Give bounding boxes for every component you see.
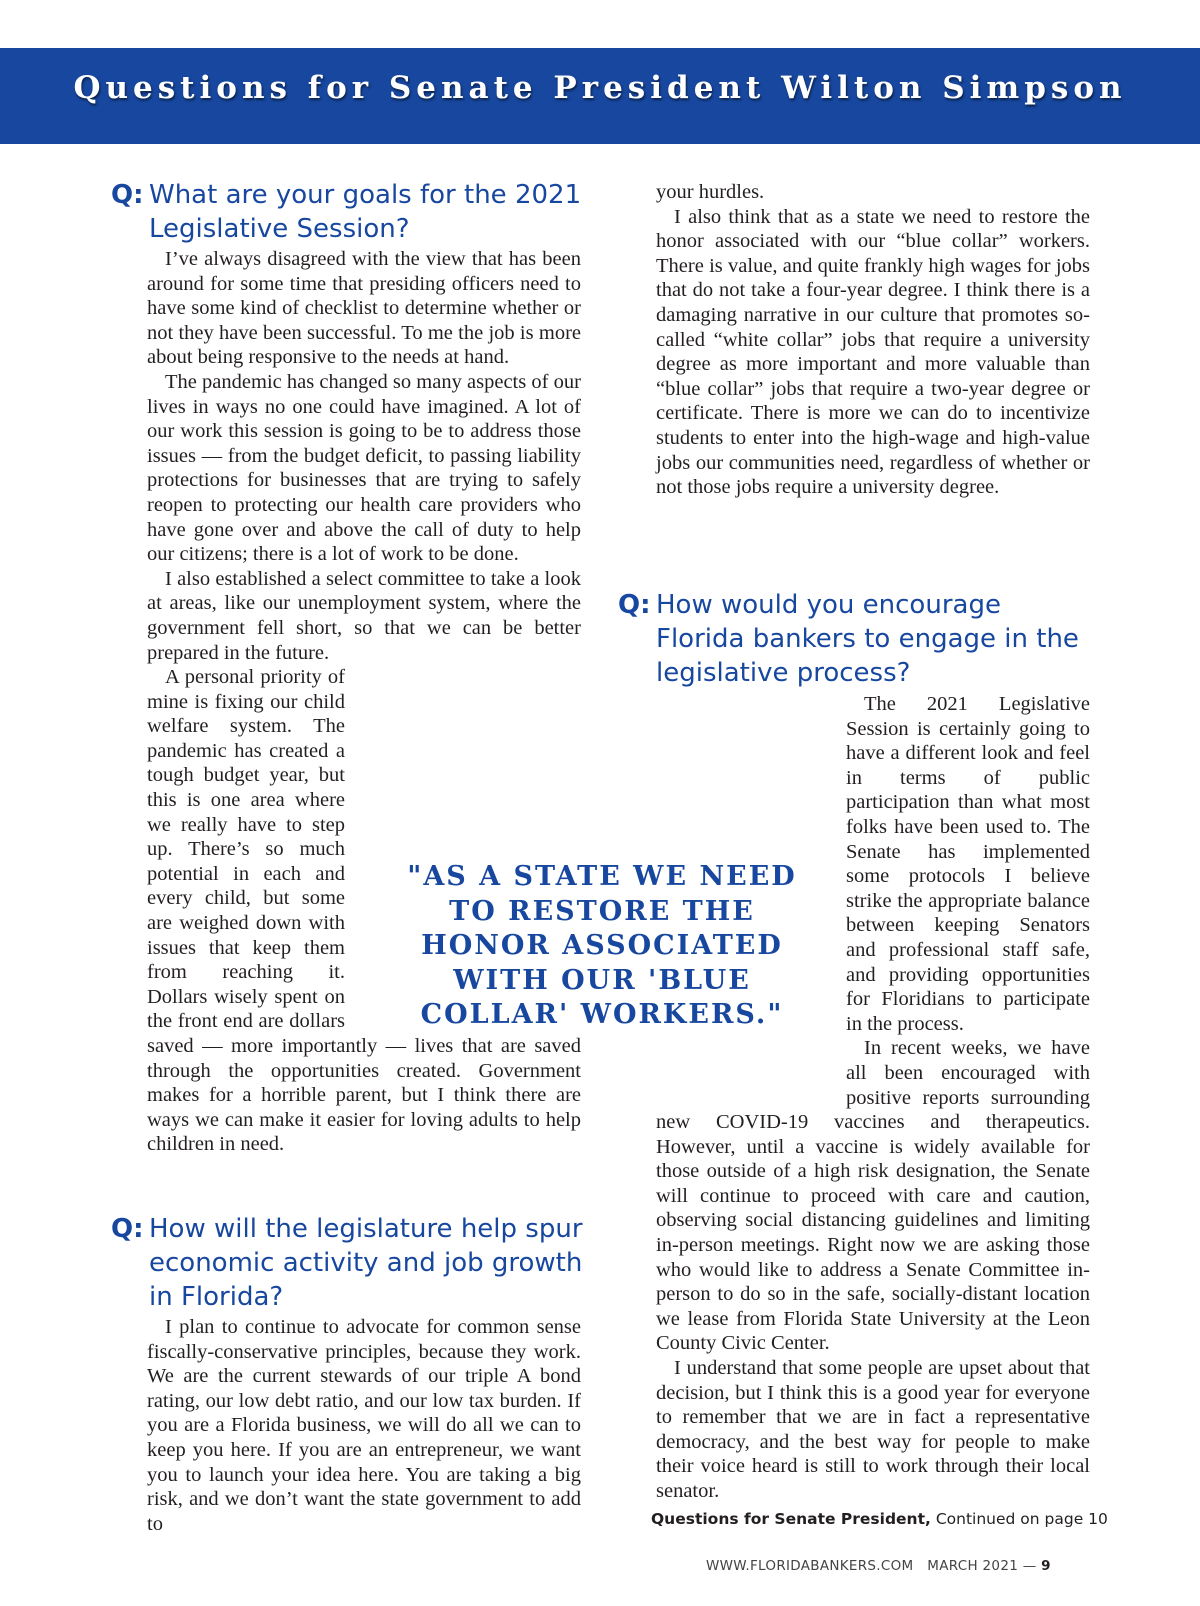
paragraph: I understand that some people are upset about that decision, but I think this is a good year for everyone to remember that we are in fact a representative democracy, and the best way for people to make their voice heard is still to work through their local senator. (656, 1357, 1090, 1502)
footer-date: MARCH 2021 — (927, 1558, 1037, 1574)
article-column-right (656, 180, 1090, 500)
question-heading (111, 1212, 589, 1314)
paragraph: I also established a select committee to take a look at areas, like our unemployment system, where the government fell short, so that we can be better prepared in the future. (147, 567, 581, 664)
question-text: How would you encourage Florida bankers to engage in the legislative process? (656, 590, 1079, 688)
pull-quote: "AS A STATE WE NEED TO RESTORE THE HONOR ASSOCIATED WITH OUR 'BLUE COLLAR' WORKERS." (407, 861, 797, 1030)
page-number: 9 (1041, 1558, 1051, 1574)
page-footer (706, 1558, 1051, 1574)
q-marker: Q: (618, 590, 651, 620)
article-column-right-bottom (656, 692, 1090, 1504)
question-heading (618, 588, 1096, 690)
footer-site: WWW.FLORIDABANKERS.COM (706, 1558, 914, 1574)
paragraph: I also think that as a state we need to restore the honor associated with our “blue collar” workers. There is value, and quite frankly high wages for jobs that do not take a four-year degree. I think there is a damaging narrative in our culture that promotes so-called “white collar” jobs that require a university degree as more important and more valuable than “blue collar” jobs that require a two-year degree or certificate. There is more we can do to incentivize students to enter into the high-wage and high-value jobs our communities need, regardless of whether or not those jobs require a university degree. (656, 205, 1090, 499)
question-text: How will the legislature help spur economic activity and job growth in Florida? (149, 1214, 583, 1312)
paragraph: The 2021 Legislative Session is certainly going to have a different look and feel in terms of public participation than what most folks have been used to. The Senate has implemented some protocols I believe strike the appropriate balance between keeping Senators and professional staff safe, and providing opportunities for Floridians to participate in the process. (846, 693, 1090, 1035)
paragraph: your hurdles. (656, 181, 765, 203)
header-banner (0, 48, 1200, 144)
paragraph: The pandemic has changed so many aspects of our lives in ways no one could have imagined. A lot of our work this session is going to be to address those issues — from the budget deficit, to passing liability protections for businesses that are trying to safely reopen to protecting our health care providers who have gone over and above the call of duty to help our citizens; there is a lot of work to be done. (147, 370, 581, 566)
page-title: Questions for Senate President Wilton Simpson (73, 70, 1127, 106)
paragraph: I plan to continue to advocate for common sense fiscally-conservative principles, because they work. We are the current stewards of our triple A bond rating, our low debt ratio, and our low tax burden. If you are a Florida business, we will do all we can to keep you here. If you are an entrepreneur, we want you to launch your idea here. You are taking a big risk, and we don’t want the state government to add to (147, 1316, 581, 1535)
paragraph: In recent weeks, we have all been encouraged with positive reports surrounding new COVID-19 vaccines and therapeutics. However, until a vaccine is widely available for those outside of a high risk designation, the Senate will continue to proceed with care and caution, observing social distancing guidelines and limiting in-person meetings. Right now we are asking those who would like to address a Senate Committee in-person to do so in the safe, socially-distant location we lease from Florida State University at the Leon County Civic Center. (656, 1037, 1090, 1355)
article-column-left-bottom (147, 1315, 581, 1536)
continued-bold: Questions for Senate President, (651, 1510, 931, 1528)
question-text: What are your goals for the 2021 Legislative Session? (149, 180, 582, 244)
q-marker: Q: (111, 180, 144, 210)
paragraph: I’ve always disagreed with the view that has been around for some time that presiding officers need to have some kind of checklist to determine whether or not they have been successful. To me the job is more about being responsive to the needs at hand. (147, 248, 581, 369)
continued-text: Continued on page 10 (935, 1510, 1108, 1528)
continued-note (651, 1510, 1108, 1528)
q-marker: Q: (111, 1214, 144, 1244)
question-heading (111, 178, 589, 246)
paragraph: A personal priority of mine is fixing our child welfare system. The pandemic has created a tough budget year, but this is one area where we really have to step up. There’s so much potential in each and every child, but some are weighed down with issues that keep them from reaching it. Dollars wisely spent on the front end are dollars saved — more importantly — lives that are saved through the opportunities created. Government makes for a horrible parent, but I think there are ways we can make it easier for loving adults to help children in need. (147, 666, 581, 1156)
